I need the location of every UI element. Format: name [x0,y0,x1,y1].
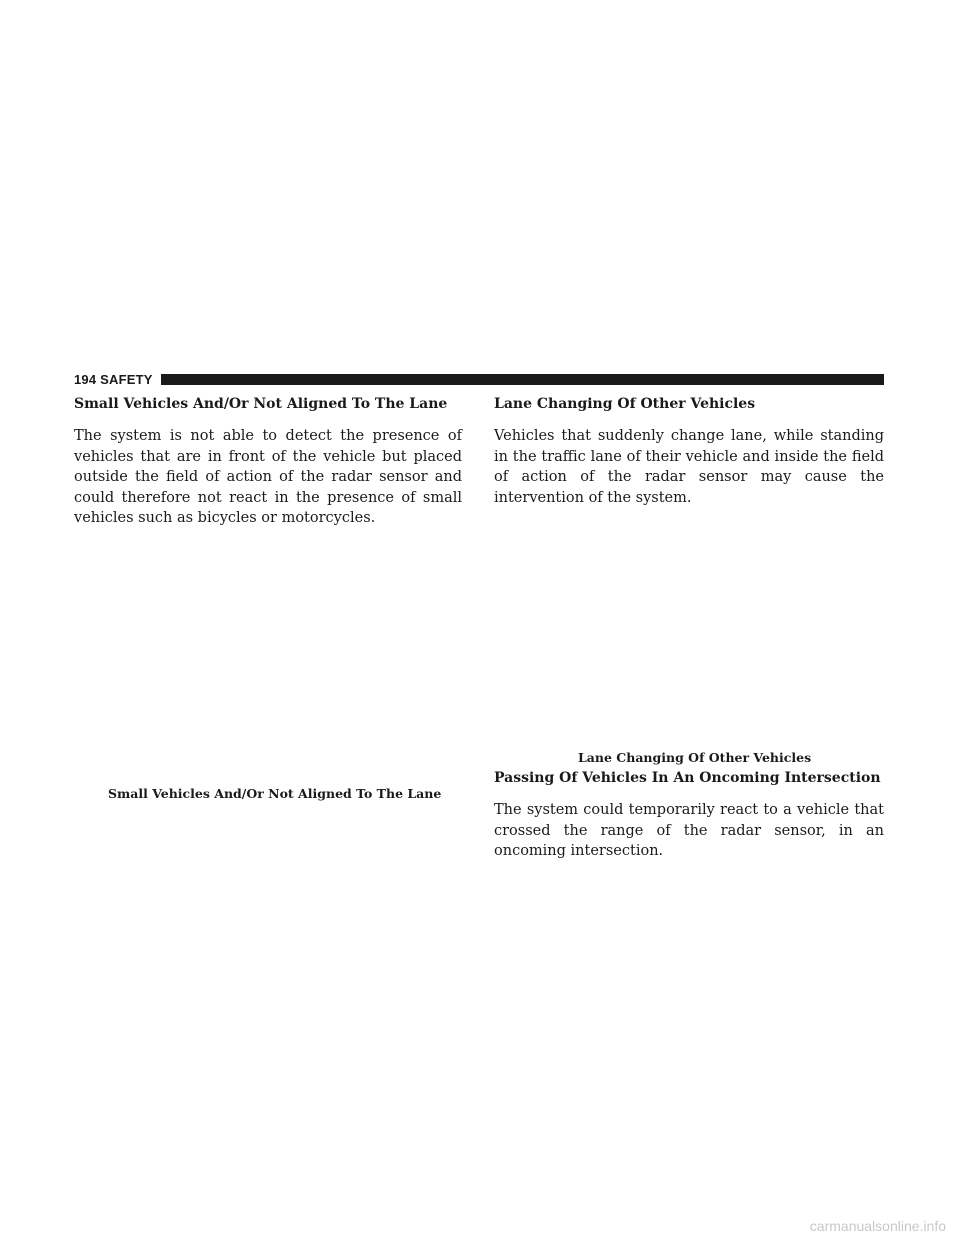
lane-changing-paragraph: Vehicles that suddenly change lane, while standing in the traffic lane of their vehicle and inside the field of action of the radar sensor may cause the intervention of the system. [494,428,884,506]
oncoming-intersection-heading: Passing Of Vehicles In An Oncoming Intersection [494,770,881,786]
page-header-label [74,372,153,387]
right-column-lower [494,768,884,862]
lane-changing-heading: Lane Changing Of Other Vehicles [494,396,756,412]
header-rule [161,374,884,385]
small-vehicles-heading: Small Vehicles And/Or Not Aligned To The Lane [74,396,448,412]
right-column [494,394,884,508]
page-number: 194 [74,371,97,387]
lane-changing-figure-caption: Lane Changing Of Other Vehicles [578,750,812,765]
left-column [74,394,462,529]
section-title: SAFETY [100,371,153,387]
small-vehicles-figure-caption: Small Vehicles And/Or Not Aligned To The Lane [108,786,442,801]
page-header [74,372,884,386]
oncoming-intersection-paragraph: The system could temporarily react to a vehicle that crossed the range of the radar sensor, in an oncoming intersection. [494,802,884,859]
small-vehicles-paragraph: The system is not able to detect the presence of vehicles that are in front of the vehicle but placed outside the field of action of the radar sensor and could therefore not react in the presence of small vehicles such as bicycles or motorcycles. [74,428,462,526]
watermark: carmanualsonline.info [809,1218,946,1234]
